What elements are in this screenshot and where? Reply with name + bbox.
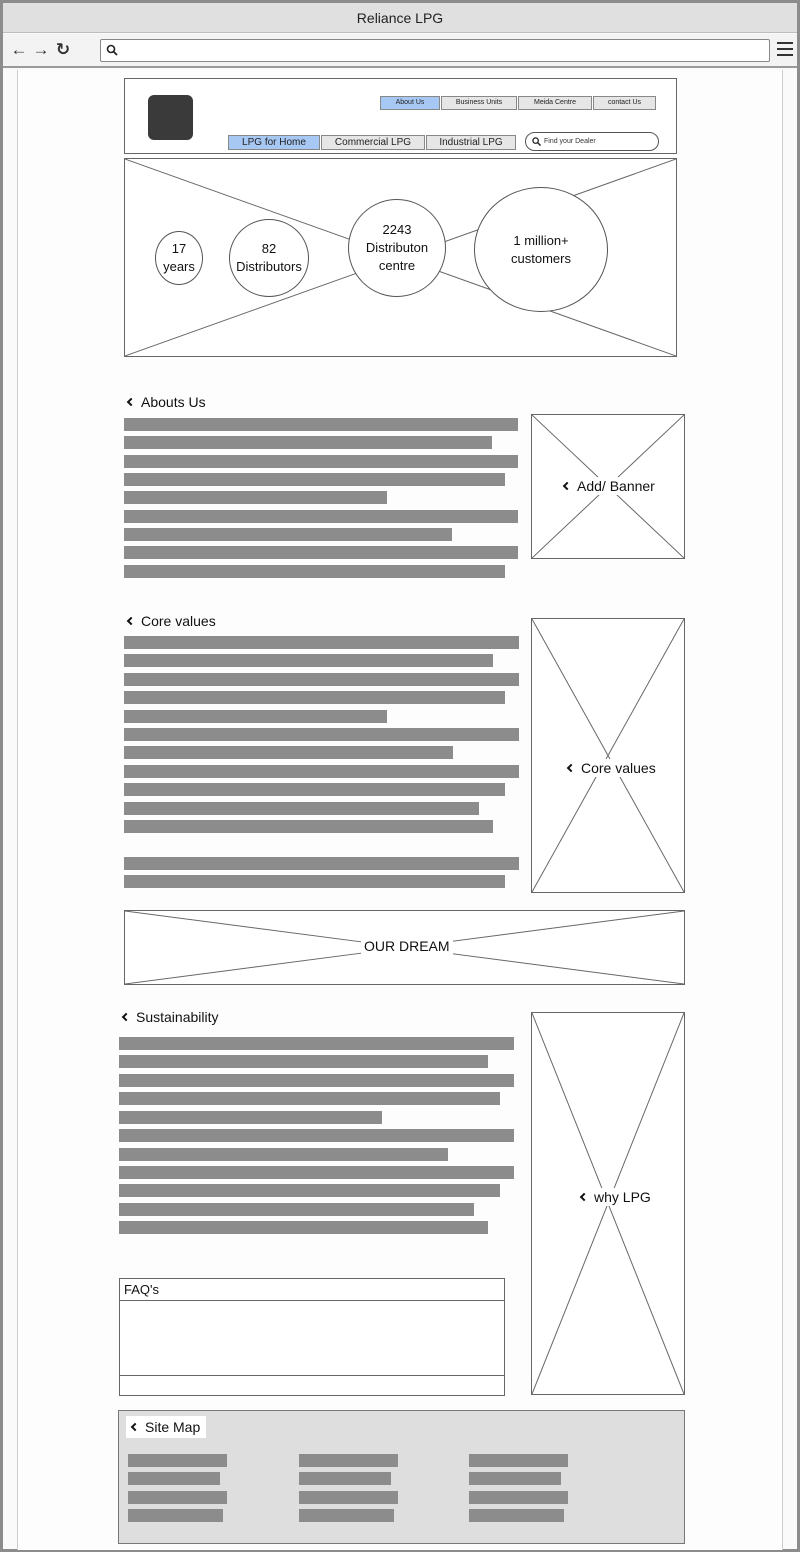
chevron-left-icon <box>131 1423 139 1431</box>
text-line <box>119 1111 382 1124</box>
search-placeholder: Find your Dealer <box>544 138 596 145</box>
text-line <box>124 710 387 723</box>
why-lpg-label: why LPG <box>578 1188 654 1206</box>
text-line <box>124 491 387 504</box>
text-line <box>119 1055 488 1068</box>
text-line <box>119 1037 514 1050</box>
text-line <box>119 1148 448 1161</box>
chevron-left-icon <box>580 1193 588 1201</box>
sitemap-link[interactable] <box>128 1491 227 1504</box>
sitemap-link[interactable] <box>469 1491 568 1504</box>
stat-years: 17 years <box>155 231 203 285</box>
text-line <box>124 455 518 468</box>
text-line <box>124 691 505 704</box>
hamburger-menu-icon[interactable] <box>777 42 793 58</box>
sitemap-link[interactable] <box>299 1454 398 1467</box>
text-line <box>124 673 519 686</box>
chevron-left-icon <box>122 1013 130 1021</box>
sitemap-label: Site Map <box>126 1416 206 1438</box>
site-logo[interactable] <box>148 95 193 140</box>
chevron-left-icon <box>127 617 135 625</box>
forward-icon[interactable]: → <box>32 40 50 59</box>
tab-industrial-lpg[interactable]: Industrial LPG <box>426 135 516 150</box>
sitemap-link[interactable] <box>299 1472 391 1485</box>
ad-banner-label: Add/ Banner <box>561 477 658 495</box>
tab-commercial-lpg[interactable]: Commercial LPG <box>321 135 425 150</box>
address-bar[interactable] <box>100 39 770 62</box>
faq-panel[interactable] <box>119 1278 505 1396</box>
text-line <box>119 1221 488 1234</box>
text-line <box>124 473 505 486</box>
text-line <box>124 783 505 796</box>
chevron-left-icon <box>127 398 135 406</box>
text-line <box>119 1166 514 1179</box>
text-line <box>119 1203 474 1216</box>
nav-media-centre[interactable]: Meida Centre <box>518 96 592 110</box>
back-icon[interactable]: ← <box>10 40 28 59</box>
text-line <box>124 636 519 649</box>
sitemap-link[interactable] <box>299 1509 394 1522</box>
text-line <box>124 857 519 870</box>
reload-icon[interactable]: ↻ <box>55 40 71 59</box>
section-heading-sustainability: Sustainability <box>123 1009 219 1025</box>
search-icon <box>106 44 118 56</box>
text-line <box>124 654 493 667</box>
stat-customers: 1 million+ customers <box>474 187 608 312</box>
our-dream-label: OUR DREAM <box>361 937 453 955</box>
chevron-left-icon <box>567 764 575 772</box>
sitemap-link[interactable] <box>469 1454 568 1467</box>
tab-lpg-for-home[interactable]: LPG for Home <box>228 135 320 150</box>
text-line <box>119 1074 514 1087</box>
sitemap-link[interactable] <box>128 1509 223 1522</box>
text-line <box>124 510 518 523</box>
stat-distribution-centre: 2243 Distributon centre <box>348 199 446 297</box>
nav-business-units[interactable]: Business Units <box>441 96 517 110</box>
faq-footer <box>120 1375 504 1395</box>
window-title: Reliance LPG <box>3 3 797 33</box>
section-heading-core-values: Core values <box>128 613 216 629</box>
sitemap-link[interactable] <box>469 1472 561 1485</box>
sitemap-link[interactable] <box>128 1454 227 1467</box>
text-line <box>124 765 519 778</box>
text-line <box>119 1129 514 1142</box>
text-line <box>124 728 519 741</box>
chevron-left-icon <box>563 482 571 490</box>
sitemap-link[interactable] <box>128 1472 220 1485</box>
nav-about-us[interactable]: About Us <box>380 96 440 110</box>
sitemap-link[interactable] <box>299 1491 398 1504</box>
browser-toolbar <box>3 34 797 68</box>
text-line <box>124 528 452 541</box>
stat-distributors: 82 Distributors <box>229 219 309 297</box>
section-heading-about: Abouts Us <box>128 394 206 410</box>
text-line <box>119 1092 500 1105</box>
nav-contact-us[interactable]: contact Us <box>593 96 656 110</box>
text-line <box>124 565 505 578</box>
search-icon <box>532 137 541 146</box>
faq-title: FAQ's <box>120 1279 504 1301</box>
text-line <box>124 820 493 833</box>
text-line <box>124 436 492 449</box>
text-line <box>119 1184 500 1197</box>
text-line <box>124 802 479 815</box>
sitemap-link[interactable] <box>469 1509 564 1522</box>
dealer-search-input[interactable] <box>525 132 659 151</box>
text-line <box>124 875 505 888</box>
text-line <box>124 746 453 759</box>
core-values-image-placeholder <box>531 618 685 893</box>
text-line <box>124 418 518 431</box>
core-values-image-label: Core values <box>565 759 659 777</box>
text-line <box>124 546 518 559</box>
